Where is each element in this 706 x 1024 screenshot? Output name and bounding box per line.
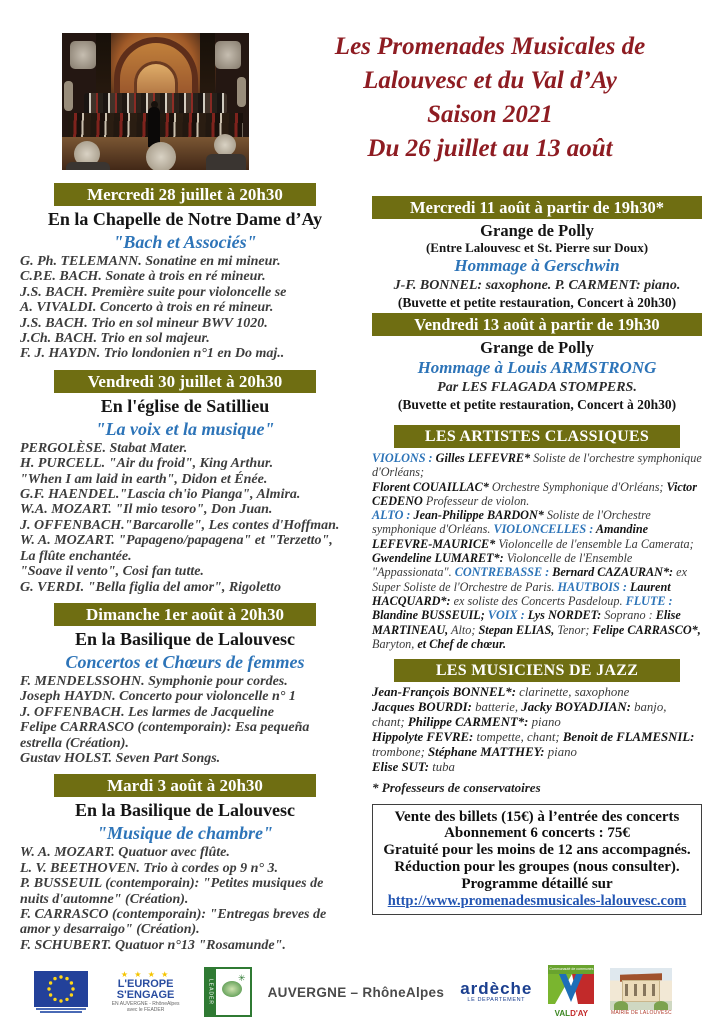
program-line: A. VIVALDI. Concerto à trois en ré mineur. bbox=[20, 300, 274, 316]
rich-text-segment: Laurent HACQUARD*: bbox=[372, 579, 671, 608]
conservatory-footnote: * Professeurs de conservatoires bbox=[372, 779, 541, 795]
classical-artists-section bbox=[372, 425, 702, 651]
europe-sengage-logo bbox=[104, 971, 188, 1013]
event-section-13-aout bbox=[372, 313, 702, 413]
rich-text-segment: Soliste de l'Orchestre symphonique d'Orléans. bbox=[372, 508, 651, 537]
event-section-1er-aout bbox=[20, 603, 350, 766]
europe-sengage-sub2: avec le FEADER bbox=[126, 1007, 165, 1013]
europe-sengage-line2: S'ENGAGE bbox=[116, 989, 175, 1001]
events-column-right bbox=[372, 196, 702, 915]
event-section-30-juillet bbox=[20, 370, 350, 595]
rich-text-segment: Soprano : bbox=[601, 608, 656, 623]
event-section-28-juillet bbox=[20, 183, 350, 362]
rich-text-segment: Stéphane MATTHEY: bbox=[428, 744, 545, 759]
rich-text-segment: Philippe CARMENT*: bbox=[407, 714, 529, 729]
rich-text-segment: piano bbox=[544, 744, 577, 759]
mairie-logo bbox=[610, 968, 672, 1017]
performers-line: Par LES FLAGADA STOMPERS. bbox=[437, 380, 637, 395]
ticket-line: Abonnement 6 concerts : 75€ bbox=[444, 825, 630, 842]
leader-logo bbox=[204, 967, 252, 1017]
valday-chevron-icon bbox=[548, 974, 594, 1004]
program-line: F. SCHUBERT. Quatuor n°13 "Rosamunde". bbox=[20, 937, 286, 953]
venue-name: En la Basilique de Lalouvesc bbox=[74, 628, 296, 649]
poster-title bbox=[278, 30, 702, 166]
rich-text-segment: Professeur de violon. bbox=[422, 493, 530, 508]
photo-audience-shoulder bbox=[206, 154, 246, 170]
program-line: "When I am laid in earth", Didon et Énée. bbox=[20, 471, 268, 487]
rich-text-segment: Baryton, bbox=[372, 636, 418, 651]
concert-theme: "Bach et Associés" bbox=[113, 232, 257, 252]
program-line: H. PURCELL. "Air du froid", King Arthur. bbox=[20, 456, 274, 472]
rich-text-segment: Alto; bbox=[448, 622, 479, 637]
rich-text-segment: VIOLONCELLES : bbox=[493, 522, 596, 537]
event-date-banner: Mercredi 28 juillet à 20h30 bbox=[54, 183, 316, 206]
photo-audience-head bbox=[214, 134, 236, 156]
concert-theme: "La voix et la musique" bbox=[95, 418, 275, 439]
rich-text-segment: Lys NORDET: bbox=[527, 608, 602, 623]
event-note: (Buvette et petite restauration, Concert à 20h30) bbox=[397, 295, 677, 310]
program-line: W. A. MOZART. "Papageno/papagena" et "Terzetto", La flûte enchantée. bbox=[20, 533, 333, 564]
venue-name: En la Chapelle de Notre Dame d’Ay bbox=[47, 209, 323, 229]
mairie-bush bbox=[614, 1001, 628, 1010]
program-line: G. Ph. TELEMANN. Sonatine en mi mineur. bbox=[20, 254, 281, 269]
mairie-painting-icon bbox=[610, 968, 672, 1010]
classical-artists-paragraph bbox=[372, 451, 702, 480]
rich-text-segment: CONTREBASSE : bbox=[454, 565, 553, 580]
jazz-musicians-paragraph bbox=[372, 730, 702, 760]
rich-text-segment: Gilles LEFEVRE* bbox=[435, 451, 531, 465]
title-line: Saison 2021 bbox=[427, 101, 553, 128]
mairie-bush bbox=[654, 1001, 668, 1010]
event-section-3-aout bbox=[20, 774, 350, 953]
program-line: G.F. HAENDEL."Lascia ch'io Pianga", Almira. bbox=[20, 487, 301, 503]
rich-text-segment: VIOLONS : bbox=[372, 451, 436, 465]
valday-label-val: VAL bbox=[554, 1009, 571, 1018]
rich-text-segment: et Chef de chœur. bbox=[417, 636, 507, 651]
region-name-logo: AUVERGNE – RhôneAlpes bbox=[267, 984, 445, 1000]
event-note: (Buvette et petite restauration, Concert à 20h30) bbox=[397, 397, 677, 412]
ardeche-subtitle: LE DEPARTEMENT bbox=[467, 996, 526, 1003]
event-date-banner: Mercredi 11 août à partir de 19h30* bbox=[372, 196, 702, 219]
eu-caption-decoration bbox=[40, 1011, 82, 1013]
venue-name: Grange de Polly bbox=[480, 338, 594, 357]
program-line: J.S. BACH. Première suite pour violoncelle se bbox=[20, 284, 287, 300]
rich-text-segment: banjo, chant; bbox=[372, 700, 667, 729]
jazz-musicians-paragraph bbox=[372, 700, 702, 730]
concert-theme: "Musique de chambre" bbox=[97, 823, 273, 844]
valday-label-day: D'AY bbox=[570, 1009, 589, 1018]
eu-stars-icon bbox=[34, 971, 88, 1007]
program-line: F. J. HAYDN. Trio londonien n°1 en Do maj.. bbox=[20, 346, 285, 362]
event-section-11-aout bbox=[372, 196, 702, 311]
rich-text-segment: piano bbox=[528, 714, 561, 729]
rich-text-segment: FLUTE : bbox=[625, 593, 673, 608]
concert-photo bbox=[62, 33, 249, 170]
program-line: J. OFFENBACH. Les larmes de Jacqueline bbox=[20, 704, 274, 720]
photo-statue-right bbox=[237, 77, 246, 107]
eu-caption-decoration bbox=[36, 1008, 86, 1010]
rich-text-segment: VOIX : bbox=[484, 608, 528, 623]
program-line: J.S. BACH. Trio en sol mineur BWV 1020. bbox=[20, 315, 268, 331]
program-line: F. MENDELSSOHN. Symphonie pour cordes. bbox=[20, 673, 288, 689]
rich-text-segment: Victor CEDENO bbox=[372, 479, 698, 508]
program-line: L. V. BEETHOVEN. Trio à cordes op 9 n° 3. bbox=[20, 860, 279, 876]
program-line: C.P.E. BACH. Sonate à trois en ré mineur. bbox=[20, 269, 266, 285]
venue-name: En l'église de Satillieu bbox=[100, 395, 270, 416]
program-line: Gustav HOLST. Seven Part Songs. bbox=[20, 750, 221, 766]
venue-name: Grange de Polly bbox=[480, 221, 594, 240]
valday-label bbox=[548, 1009, 594, 1019]
program-line: J.Ch. BACH. Trio en sol majeur. bbox=[20, 331, 210, 347]
jazz-musicians-paragraph bbox=[372, 685, 702, 700]
photo-audience-head bbox=[146, 142, 176, 170]
photo-capital-right bbox=[215, 41, 241, 69]
event-date-banner: Vendredi 13 août à partir de 19h30 bbox=[372, 313, 702, 336]
leader-label: LEADER bbox=[206, 969, 216, 1015]
rich-text-segment: Elise MARTINEAU, bbox=[372, 608, 681, 637]
program-line: Joseph HAYDN. Concerto pour violoncelle n° 1 bbox=[20, 689, 296, 705]
rich-text-segment: Blandine BUSSEUIL; bbox=[372, 608, 485, 623]
rich-text-segment: Violoncelle de l'Ensemble "Appassionata". bbox=[372, 551, 633, 580]
rich-text-segment: Jacky BOYADJIAN: bbox=[521, 700, 631, 715]
website-link[interactable]: http://www.promenadesmusicales-lalouvesc.com bbox=[387, 892, 687, 909]
website-link-row bbox=[376, 893, 698, 910]
program-line: PERGOLÈSE. Stabat Mater. bbox=[20, 440, 188, 456]
events-column-left bbox=[20, 183, 350, 961]
rich-text-segment: Orchestre Symphonique d'Orléans; bbox=[488, 479, 667, 494]
jazz-header-banner: LES MUSICIENS DE JAZZ bbox=[394, 659, 680, 682]
program-line: W. A. MOZART. Quatuor avec flûte. bbox=[20, 845, 230, 861]
ticket-info-box bbox=[372, 804, 702, 915]
rich-text-segment: Benoit de FLAMESNIL: bbox=[562, 729, 695, 744]
ardeche-name: ardèche bbox=[460, 978, 533, 998]
rich-text-segment: Jacques BOURDI: bbox=[372, 700, 472, 715]
rich-text-segment: batterie, bbox=[471, 700, 522, 715]
rich-text-segment: Florent COUAILLAC* bbox=[372, 479, 489, 494]
concert-theme: Concertos et Chœurs de femmes bbox=[65, 651, 305, 672]
performers-line: J-F. BONNEL: saxophone. P. CARMENT: piano. bbox=[393, 278, 681, 293]
title-line: Du 26 juillet au 13 août bbox=[367, 135, 613, 162]
ticket-line: Programme détaillé sur bbox=[461, 875, 613, 892]
classical-artists-paragraph bbox=[372, 480, 702, 509]
ticket-line: Réduction pour les groupes (nous consulter). bbox=[394, 858, 680, 875]
rich-text-segment: Stepan ELIAS, bbox=[478, 622, 555, 637]
rich-text-segment: Bernard CAZAURAN*: bbox=[552, 565, 674, 580]
program-line: "Soave il vento", Cosi fan tutte. bbox=[20, 564, 204, 580]
leader-bird-icon bbox=[222, 981, 242, 997]
rich-text-segment: Jean-Philippe BARDON* bbox=[413, 508, 544, 523]
rich-text-segment: ex Super Soliste de l'Orchestre de Paris. bbox=[372, 565, 687, 594]
rich-text-segment: Hippolyte FEVRE: bbox=[372, 729, 474, 744]
photo-statue-left bbox=[64, 81, 73, 111]
rich-text-segment: Soliste de l'orchestre symphonique d'Orléans; bbox=[372, 451, 702, 480]
program-line: G. VERDI. "Bella figlia del amor", Rigoletto bbox=[20, 579, 281, 595]
event-date-banner: Mardi 3 août à 20h30 bbox=[54, 774, 316, 797]
title-line: Lalouvesc et du Val d’Ay bbox=[363, 67, 617, 94]
photo-audience-shoulder bbox=[66, 162, 110, 170]
venue-location-note: (Entre Lalouvesc et St. Pierre sur Doux) bbox=[425, 240, 649, 255]
rich-text-segment: Violoncelle de l'ensemble La Camerata; bbox=[495, 536, 694, 551]
title-line: Les Promenades Musicales de bbox=[334, 33, 646, 60]
program-line: P. BUSSEUIL (contemporain): "Petites musiques de nuits d'automne" (Création). bbox=[20, 876, 324, 907]
rich-text-segment: tompette, chant; bbox=[473, 729, 563, 744]
ticket-line: Gratuité pour les moins de 12 ans accompagnés. bbox=[383, 842, 691, 859]
valday-top-label: Communauté de communes bbox=[548, 965, 594, 974]
concert-theme: Hommage à Gerschwin bbox=[454, 256, 620, 275]
concert-theme: Hommage à Louis ARMSTRONG bbox=[417, 358, 657, 377]
rich-text-segment: Elise SUT: bbox=[372, 759, 429, 774]
program-line: Felipe CARRASCO (contemporain): Esa pequeña estrella (Création). bbox=[20, 720, 310, 751]
artists-header-banner: LES ARTISTES CLASSIQUES bbox=[394, 425, 680, 448]
photo-conductor bbox=[148, 107, 160, 147]
venue-name: En la Basilique de Lalouvesc bbox=[74, 800, 296, 821]
rich-text-segment: tuba bbox=[429, 759, 455, 774]
mairie-caption: MAIRIE DE LALOUVESC bbox=[611, 1009, 672, 1016]
ticket-line: Vente des billets (15€) à l’entrée des concerts bbox=[394, 808, 680, 825]
event-date-banner: Dimanche 1er août à 20h30 bbox=[54, 603, 316, 626]
jazz-musicians-paragraph bbox=[372, 760, 702, 775]
rich-text-segment: ALTO : bbox=[372, 508, 414, 523]
program-line: J. OFFENBACH."Barcarolle", Les contes d'Hoffman. bbox=[20, 517, 340, 533]
rich-text-segment: clarinette, saxophone bbox=[515, 685, 630, 700]
program-line: W.A. MOZART. "Il mio tesoro", Don Juan. bbox=[20, 502, 273, 518]
event-date-banner: Vendredi 30 juillet à 20h30 bbox=[54, 370, 316, 393]
europe-sengage-line1: L'EUROPE bbox=[117, 978, 174, 990]
eu-flag-icon bbox=[34, 971, 88, 1007]
classical-artists-paragraph bbox=[372, 508, 702, 651]
program-line: F. CARRASCO (contemporain): "Entregas breves de amor y desarraigo" (Création). bbox=[20, 906, 327, 938]
valday-logo bbox=[548, 965, 594, 1019]
rich-text-segment: Gwendeline LUMARET*: bbox=[372, 551, 504, 566]
rich-text-segment: HAUTBOIS : bbox=[557, 579, 630, 594]
rich-text-segment: Amandine LEFEVRE-MAURICE* bbox=[372, 522, 649, 551]
ardeche-logo bbox=[460, 978, 533, 1004]
europe-sengage-sub1: EN AUVERGNE - RhôneAlpes bbox=[111, 1001, 180, 1007]
rich-text-segment: Felipe CARRASCO*, bbox=[592, 622, 701, 637]
rich-text-segment: Tenor; bbox=[554, 622, 593, 637]
rich-text-segment: Jean-François BONNEL*: bbox=[372, 685, 516, 700]
jazz-musicians-section bbox=[372, 659, 702, 795]
logos-bar bbox=[0, 962, 706, 1022]
rich-text-segment: ex soliste des Concerts Pasdeloup. bbox=[450, 593, 626, 608]
mairie-windows bbox=[625, 984, 657, 996]
eu-flag-logo bbox=[34, 971, 88, 1013]
rich-text-segment: trombone; bbox=[372, 744, 429, 759]
photo-capital-left bbox=[70, 41, 96, 69]
